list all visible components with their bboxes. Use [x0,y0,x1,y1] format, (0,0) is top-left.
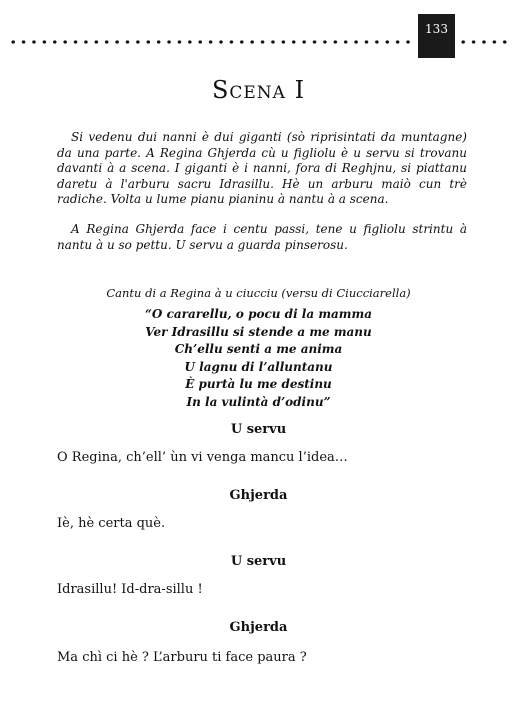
dialogue-line: Ma chì ci hè ? L’arburu ti face paura ? [57,650,307,665]
dialogue-line: O Regina, ch’ell’ ùn vi venga mancu l’idea… [57,450,348,465]
stage-direction-1 [57,130,467,208]
page-number-box [418,14,455,58]
dialogue-line: Iè, hè certa què. [57,516,166,531]
dialogue-line: Idrasillu! Id-dra-sillu ! [57,582,203,597]
verse-line: Ch’ellu senti a me anima [174,342,343,356]
stage-direction-1-text: Si vedenu dui nanni è dui giganti (sò riprisintati da muntagne) da una parte. A Regina Ghjerda cù u figliolu è u servu si trovanu davanti à a scena. I giganti è i nanni, fora di Reghjnu, si piattanu daretu à l'arburu sacru Idrasillu. Hè un arburu maiò cun trè radiche. Volta u lume pianu pianinu à nantu à a scena. [57,130,467,206]
verse-line: “O cararellu, o pocu di la mamma [145,307,372,321]
speaker-name: Ghjerda [229,620,288,635]
dotted-rule-right [458,40,512,44]
speaker-name: U servu [230,422,287,437]
song-verses [0,306,517,411]
verse-line: È purtà lu me destinu [185,377,332,391]
scene-title: Scena I [211,76,306,105]
verse-line: U lagnu di l’alluntanu [184,359,333,374]
song-heading: Cantu di a Regina à u ciucciu (versu di Ciucciarella) [106,286,411,300]
speaker-name: U servu [230,554,287,569]
verse-line: Ver Idrasillu si stende a me manu [145,324,372,339]
speaker-name: Ghjerda [229,488,288,503]
verse-line: In la vulintà d’odinu” [186,394,331,409]
dotted-rule-left [8,40,414,44]
stage-direction-2 [57,222,467,253]
stage-direction-2-text: A Regina Ghjerda face i centu passi, tene u figliolu strintu à nantu à u so pettu. U servu a guarda pinserosu. [57,222,467,252]
page-number: 133 [425,22,448,36]
